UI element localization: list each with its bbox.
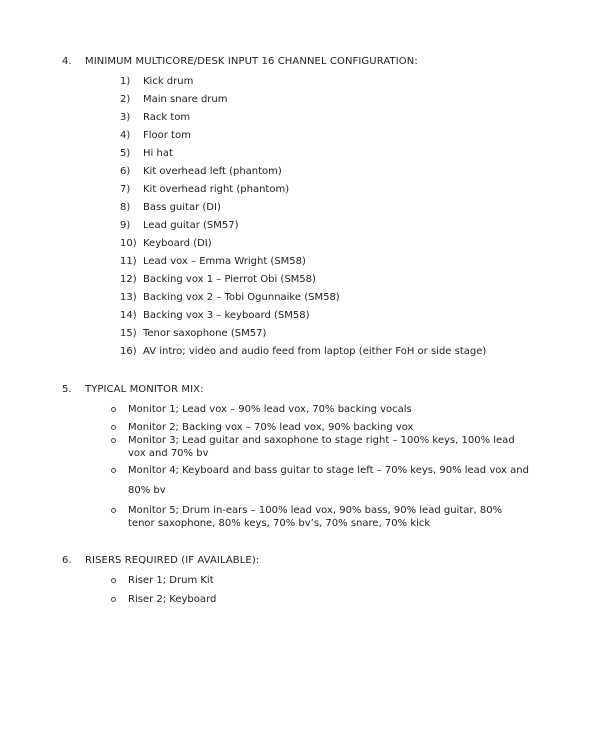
list-item (0, 165, 600, 178)
list-item-line: Tenor saxophone (SM57) (143, 328, 267, 339)
list-item-text (143, 93, 228, 106)
list-item (0, 273, 600, 286)
list-item-marker: 12) (120, 274, 137, 285)
list-item-line: Main snare drum (143, 94, 228, 105)
list-item (0, 255, 600, 268)
list-item-line: Backing vox 3 – keyboard (SM58) (143, 310, 310, 321)
section-heading (0, 554, 600, 567)
list-item-marker: 5) (120, 148, 131, 159)
list-item-line: Monitor 1; Lead vox – 90% lead vox, 70% backing vocals (128, 404, 412, 415)
list-item-marker: 11) (120, 256, 137, 267)
list-item-line: Monitor 5; Drum in-ears – 100% lead vox, 90% bass, 90% lead guitar, 80% (128, 505, 503, 516)
list-item-marker: 1) (120, 76, 131, 87)
list-item-marker: 3) (120, 112, 131, 123)
circle-bullet-icon (111, 438, 116, 443)
circle-bullet-icon (111, 407, 116, 412)
list-item-line: Keyboard (DI) (143, 238, 212, 249)
list-item-line: Riser 1; Drum Kit (128, 575, 214, 586)
list-item (0, 434, 600, 460)
list-item-text (143, 237, 212, 250)
circle-bullet-icon (111, 597, 116, 602)
list-item-text (143, 201, 221, 214)
list-item-text (128, 504, 502, 530)
list-item-text (143, 147, 173, 160)
list-item-line: Backing vox 1 – Pierrot Obi (SM58) (143, 274, 316, 285)
list-item (0, 309, 600, 322)
list-item-text (143, 273, 316, 286)
list-item-line: Bass guitar (DI) (143, 202, 221, 213)
list-item-marker: 2) (120, 94, 131, 105)
list-item-line: Riser 2; Keyboard (128, 594, 217, 605)
list-item-text (143, 75, 193, 88)
list-item-line: 80% bv (128, 485, 166, 496)
list-item (0, 327, 600, 340)
list-item-marker: 7) (120, 184, 131, 195)
section-4 (0, 55, 600, 358)
circle-bullet-icon (111, 578, 116, 583)
list-item-text (143, 309, 310, 322)
list-item-text (143, 165, 282, 178)
document-sections (0, 55, 600, 606)
list-item (0, 93, 600, 106)
list-item-text (128, 421, 413, 434)
list-item-text (143, 111, 190, 124)
list-item-line: Rack tom (143, 112, 191, 123)
bullet-list (0, 403, 600, 530)
list-item-marker: 14) (120, 310, 137, 321)
section-heading (0, 383, 600, 396)
list-item-marker: 4) (120, 130, 131, 141)
list-item (0, 183, 600, 196)
list-item-text (143, 327, 266, 340)
section-number: 6. (62, 555, 72, 566)
list-item-line: tenor saxophone, 80% keys, 70% bv’s, 70% snare, 70% kick (128, 518, 431, 529)
list-item-text (128, 403, 412, 416)
list-item-text (143, 291, 340, 304)
list-item-line: Lead vox – Emma Wright (SM58) (143, 256, 306, 267)
section-title: TYPICAL MONITOR MIX: (85, 384, 204, 395)
list-item-line: vox and 70% bv (128, 448, 209, 459)
list-item (0, 201, 600, 214)
section-number: 4. (62, 56, 72, 67)
list-item (0, 403, 600, 416)
list-item-marker: 13) (120, 292, 137, 303)
list-item-text (128, 574, 214, 587)
list-item (0, 464, 600, 497)
list-item (0, 345, 600, 358)
circle-bullet-icon (111, 425, 116, 430)
section-title: MINIMUM MULTICORE/DESK INPUT 16 CHANNEL CONFIGURATION: (85, 56, 418, 67)
section-title: RISERS REQUIRED (IF AVAILABLE): (85, 555, 260, 566)
list-item-line: Backing vox 2 – Tobi Ogunnaike (SM58) (143, 292, 340, 303)
list-item-text (143, 255, 306, 268)
section-number: 5. (62, 384, 72, 395)
list-item-line: Floor tom (143, 130, 191, 141)
list-item (0, 219, 600, 232)
list-item (0, 75, 600, 88)
list-item (0, 291, 600, 304)
list-item-line: Monitor 3; Lead guitar and saxophone to stage right – 100% keys, 100% lead (128, 435, 515, 446)
list-item-text (143, 183, 289, 196)
list-item-text (128, 434, 515, 460)
section-6 (0, 554, 600, 606)
circle-bullet-icon (111, 508, 116, 513)
list-item-text (143, 219, 239, 232)
list-item-marker: 10) (120, 238, 137, 249)
list-item (0, 129, 600, 142)
list-item-line: AV intro; video and audio feed from laptop (either FoH or side stage) (143, 346, 487, 357)
list-item-line: Monitor 4; Keyboard and bass guitar to stage left – 70% keys, 90% lead vox and (128, 465, 529, 476)
list-item-marker: 6) (120, 166, 131, 177)
numbered-list (0, 75, 600, 358)
list-item-line: Lead guitar (SM57) (143, 220, 239, 231)
list-item (0, 237, 600, 250)
list-item-line: Kit overhead left (phantom) (143, 166, 282, 177)
list-item-line: Hi hat (143, 148, 173, 159)
circle-bullet-icon (111, 468, 116, 473)
list-item-marker: 9) (120, 220, 131, 231)
list-item (0, 504, 600, 530)
list-item (0, 147, 600, 160)
list-item-line: Monitor 2; Backing vox – 70% lead vox, 90% backing vox (128, 422, 414, 433)
list-item-line: Kick drum (143, 76, 194, 87)
list-item-marker: 15) (120, 328, 137, 339)
list-item (0, 593, 600, 606)
list-item-marker: 8) (120, 202, 131, 213)
list-item-text (143, 129, 191, 142)
list-item-line: Kit overhead right (phantom) (143, 184, 290, 195)
list-item (0, 574, 600, 587)
list-item-text (143, 345, 486, 358)
section-5 (0, 383, 600, 530)
section-heading (0, 55, 600, 68)
list-item (0, 111, 600, 124)
list-item-text (128, 593, 216, 606)
list-item (0, 421, 600, 434)
list-item-text (128, 464, 529, 497)
list-item-marker: 16) (120, 346, 137, 357)
bullet-list (0, 574, 600, 606)
